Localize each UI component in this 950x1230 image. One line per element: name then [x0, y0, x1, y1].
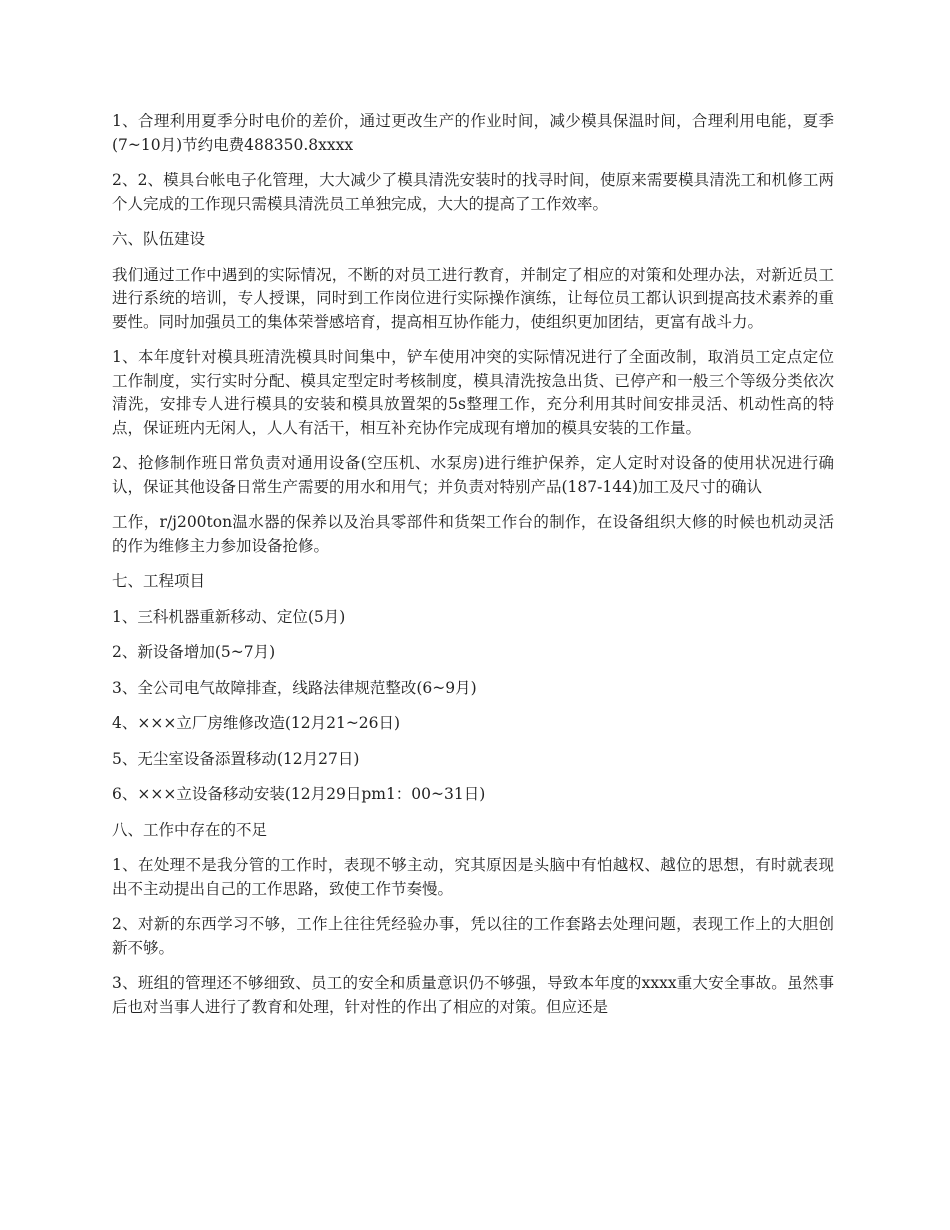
shortcoming-item-2: 2、对新的东西学习不够，工作上往往凭经验办事，凭以往的工作套路去处理问题，表现工作上的大胆创新不够。	[112, 915, 834, 957]
paragraph-electricity-saving: 1、合理利用夏季分时电价的差价，通过更改生产的作业时间，减少模具保温时间，合理利用电能，夏季(7~10月)节约电费488350.8xxxx	[112, 112, 834, 154]
project-item-6: 6、×××立设备移动安装(12月29日pm1：00~31日)	[112, 785, 486, 803]
project-item-3: 3、全公司电气故障排查，线路法律规范整改(6~9月)	[112, 678, 477, 697]
shortcoming-item-1: 1、在处理不是我分管的工作时，表现不够主动，究其原因是头脑中有怕越权、越位的思想，有时就表现出不主动提出自己的工作思路，致使工作节奏慢。	[112, 856, 834, 898]
shortcoming-item-3: 3、班组的管理还不够细致、员工的安全和质量意识仍不够强，导致本年度的xxxx重大安全事故。虽然事后也对当事人进行了教育和处理，针对性的作出了相应的对策。但应还是	[112, 974, 834, 1016]
paragraph-repair-team-work: 工作，r/j200ton温水器的保养以及治具零部件和货架工作台的制作，在设备组织大修的时候也机动灵活的作为维修主力参加设备抢修。	[112, 513, 834, 555]
document-body	[112, 110, 834, 1031]
paragraph-repair-team-duties: 2、抢修制作班日常负责对通用设备(空压机、水泵房)进行维护保养，定人定时对设备的使用状况进行确认，保证其他设备日常生产需要的用水和用气；并负责对特别产品(187-144)加工及尺寸的确认	[112, 454, 834, 496]
paragraph-team-building-intro: 我们通过工作中遇到的实际情况，不断的对员工进行教育，并制定了相应的对策和处理办法，对新近员工进行系统的培训，专人授课，同时到工作岗位进行实际操作演练，让每位员工都认识到提高技术素养的重要性。同时加强员工的集体荣誉感培育，提高相互协作能力，使组织更加团结，更富有战斗力。	[112, 265, 834, 331]
project-item-1: 1、三科机器重新移动、定位(5月)	[112, 607, 346, 626]
section-heading-projects: 七、工程项目	[112, 572, 206, 590]
paragraph-mold-team-reform: 1、本年度针对模具班清洗模具时间集中，铲车使用冲突的实际情况进行了全面改制，取消员工定点定位工作制度，实行实时分配、模具定型定时考核制度，模具清洗按急出货、已停产和一般三个等级分类依次清洗，安排专人进行模具的安装和模具放置架的5s整理工作，充分利用其时间安排灵活、机动性高的特点，保证班内无闲人，人人有活干，相互补充协作完成现有增加的模具安装的工作量。	[112, 348, 834, 437]
project-item-2: 2、新设备增加(5~7月)	[112, 643, 276, 661]
section-heading-team-building: 六、队伍建设	[112, 230, 206, 248]
paragraph-mold-ledger: 2、2、模具台帐电子化管理，大大减少了模具清洗安装时的找寻时间，使原来需要模具清洗工和机修工两个人完成的工作现只需模具清洗员工单独完成，大大的提高了工作效率。	[112, 171, 834, 213]
project-item-4: 4、×××立厂房维修改造(12月21~26日)	[112, 714, 401, 732]
project-item-5: 5、无尘室设备添置移动(12月27日)	[112, 749, 360, 768]
section-heading-shortcomings: 八、工作中存在的不足	[112, 820, 268, 839]
